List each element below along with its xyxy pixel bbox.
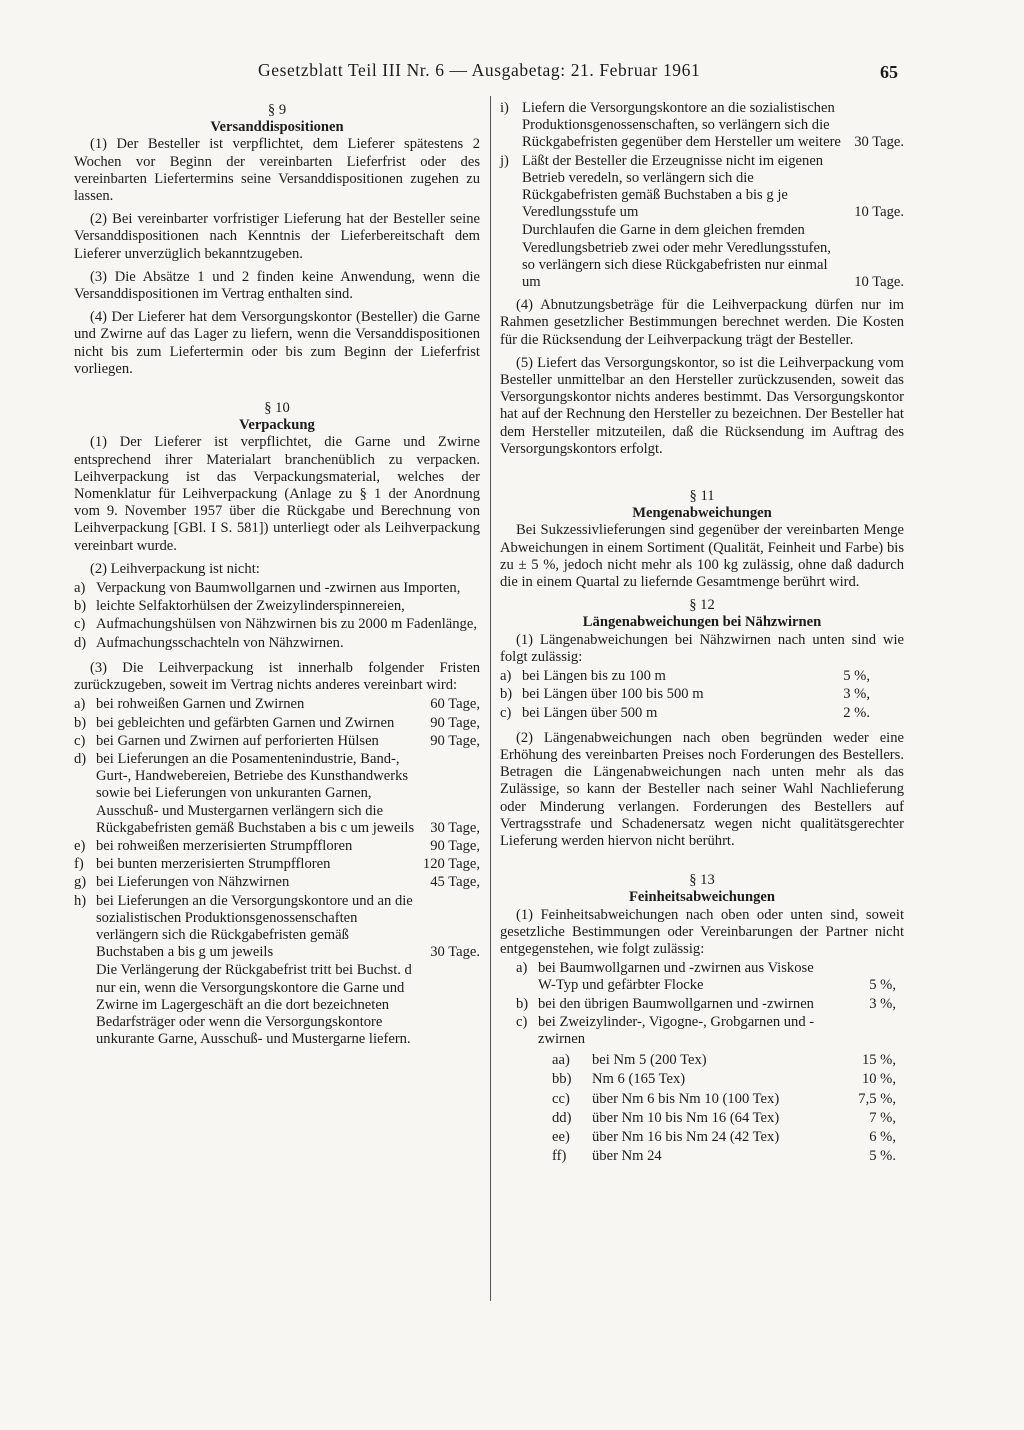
deadline-item: h) bei Lieferungen an die Versorgungskontore und an die sozialistischen Produktionsgenossenschaften verlängern sich die Rückgabefristen gemäß Buchstaben a bis g um jeweils 30 Tage. [74, 892, 480, 961]
sub-tolerance-item: aa) bei Nm 5 (200 Tex) 15 %, [552, 1052, 896, 1069]
s12-paragraph-1-intro: (1) Längenabweichungen bei Nähzwirnen nach unten sind wie folgt zulässig: [500, 631, 904, 665]
tolerance-item: c) bei Zweizylinder-, Vigogne-, Grobgarnen und -zwirnen [516, 1013, 815, 1047]
deadline-item: e) bei rohweißen merzerisierten Strumpffloren 90 Tage, [74, 837, 480, 854]
s12-paragraph-2: (2) Längenabweichungen nach oben begründen weder eine Erhöhung des vereinbarten Preises noch Forderungen des Bestellers. Betragen die Längenabweichungen nach unten mehr als das Zulässige, so kann der Besteller nach seiner Wahl Nachlieferung oder Minderung verlangen. Forderungen des Bestellers auf Vertragsstrafe und Schadenersatz wegen nicht qualitätsgerechter Lieferung werden hiervon nicht berührt. [500, 729, 904, 849]
tolerance-item: a) bei Baumwollgarnen und -zwirnen aus Viskose W-Typ und gefärbter Flocke 5 %, [516, 960, 896, 994]
list-item: c) Aufmachungshülsen von Nähzwirnen bis zu 2000 m Fadenlänge, [74, 616, 477, 633]
deadline-item: g) bei Lieferungen von Nähzwirnen 45 Tage, [74, 874, 480, 891]
s9-paragraph-3: (3) Die Absätze 1 und 2 finden keine Anwendung, wenn die Versanddispositionen im Vertrag enthalten sind. [74, 268, 480, 303]
tolerance-item: b) bei Längen über 100 bis 500 m 3 %, [500, 686, 870, 703]
s9-paragraph-2: (2) Bei vereinbarter vorfristiger Lieferung hat der Besteller seine Versanddispositionen nach Kenntnis der Lieferbereitschaft dem Lieferer unverzüglich bekanntzugeben. [74, 211, 480, 262]
deadline-item: d) bei Lieferungen an die Posamentenindustrie, Band-, Gurt-, Handwebereien, Betriebe des Kunsthandwerks sowie bei Lieferungen von unkuranten Garnen, Ausschuß- und Mustergarnen verlängern sich die Rückgabefristen gemäß Buchstaben a bis c um jeweils 30 Tage, [74, 750, 480, 836]
list-item: d) Aufmachungsschachteln von Nähzwirnen. [74, 634, 344, 651]
list-item: a) Verpackung von Baumwollgarnen und -zwirnen aus Importen, [74, 580, 461, 597]
section-11-number: § 11 [689, 488, 715, 505]
deadline-item: i) Liefern die Versorgungskontore an die sozialistischen Produktionsgenossenschaften, so verlängern sich die Rückgabefristen gegenüber dem Hersteller um weitere 30 Tage. [500, 100, 904, 151]
page-number: 65 [880, 62, 898, 82]
deadline-item: j) Läßt der Besteller die Erzeugnisse nicht im eigenen Betrieb veredeln, so verlängern sich die Rückgabefristen gemäß Buchstaben a bis g je Veredlungsstufe um 10 Tage. [500, 152, 904, 221]
sub-tolerance-item: cc) über Nm 6 bis Nm 10 (100 Tex) 7,5 %, [552, 1090, 896, 1107]
tolerance-item: a) bei Längen bis zu 100 m 5 %, [500, 668, 870, 685]
section-12-number: § 12 [689, 597, 715, 614]
deadline-item: f) bei bunten merzerisierten Strumpffloren 120 Tage, [74, 856, 480, 873]
section-13-number: § 13 [689, 872, 715, 889]
page-header [0, 56, 1024, 86]
section-10-number: § 10 [264, 400, 290, 417]
section-10-title: Verpackung [239, 417, 315, 434]
s11-paragraph-1: Bei Sukzessivlieferungen sind gegenüber der vereinbarten Menge Abweichungen in einem Sortiment (Qualität, Feinheit und Farbe) bis zu ± 5 %, jedoch nicht mehr als 100 kg zulässig, ohne daß dadurch die in einem Quartal zu liefernde Gesamtmenge berührt wird. [500, 522, 904, 591]
list-item: b) leichte Selfaktorhülsen der Zweizylinderspinnereien, [74, 598, 405, 615]
column-divider [490, 96, 491, 1301]
deadline-item: b) bei gebleichten und gefärbten Garnen und Zwirnen 90 Tage, [74, 714, 480, 731]
s10-paragraph-4: (4) Abnutzungsbeträge für die Leihverpackung dürfen nur im Rahmen gesetzlicher Bestimmungen berechnet werden. Die Kosten für die Rücksendung der Leihverpackung trägt der Besteller. [500, 297, 904, 348]
sub-tolerance-item: ff) über Nm 24 5 %. [552, 1148, 896, 1165]
sub-tolerance-item: ee) über Nm 16 bis Nm 24 (42 Tex) 6 %, [552, 1128, 896, 1145]
s10-paragraph-1: (1) Der Lieferer ist verpflichtet, die Garne und Zwirne entsprechend ihrer Materialart branchenüblich zu verpacken. Leihverpackung ist das Verpackungsmaterial, welches der Nomenklatur für Leihverpackung (Anlage zu § 1 der Anordnung vom 9. November 1957 über die Rückgabe und Berechnung von Leihverpackung [GBl. I S. 581]) unterliegt oder als Leihverpackung vereinbart wurde. [74, 434, 480, 554]
s9-paragraph-1: (1) Der Besteller ist verpflichtet, dem Lieferer spätestens 2 Wochen vor Beginn der vereinbarten Lieferfrist oder des vereinbarten Liefertermins seine Versanddispositionen zugehen zu lassen. [74, 136, 480, 205]
sub-tolerance-item: dd) über Nm 10 bis Nm 16 (64 Tex) 7 %, [552, 1109, 896, 1126]
deadline-item: a) bei rohweißen Garnen und Zwirnen 60 Tage, [74, 696, 480, 713]
section-13-title: Feinheitsabweichungen [629, 889, 775, 906]
tolerance-item: c) bei Längen über 500 m 2 %. [500, 704, 870, 721]
s9-paragraph-4: (4) Der Lieferer hat dem Versorgungskontor (Besteller) die Garne und Zwirne auf das Lager zu liefern, wenn die Versanddispositionen nicht bis zum Liefertermin oder bis zum Beginn der Lieferfrist vorliegen. [74, 309, 480, 377]
section-11-title: Mengenabweichungen [632, 505, 772, 522]
section-12-title: Längenabweichungen bei Nähzwirnen [582, 614, 822, 631]
s10-paragraph-3-intro: (3) Die Leihverpackung ist innerhalb folgender Fristen zurückzugeben, soweit im Vertrag nichts anderes vereinbart wird: [74, 659, 480, 694]
deadline-item: c) bei Garnen und Zwirnen auf perforierten Hülsen 90 Tage, [74, 732, 480, 749]
left-column [74, 100, 480, 1048]
section-9-number: § 9 [267, 102, 287, 118]
s13-paragraph-1-intro: (1) Feinheitsabweichungen nach oben oder unten sind, soweit gesetzliche Bestimmungen oder Vereinbarungen der Partner nicht entgegenstehen, wie folgt zulässig: [500, 906, 904, 957]
section-9-title: Versanddispositionen [210, 119, 344, 136]
deadline-h-note: Die Verlängerung der Rückgabefrist tritt bei Buchst. d nur ein, wenn die Versorgungskontore die Garne und Zwirne im Lagergeschäft an die dort bezeichneten Bedarfsträger oder wenn die Versorgungskontore unkurante Garne, Ausschuß- und Mustergarne liefern. [96, 962, 412, 1048]
s10-paragraph-2-intro: (2) Leihverpackung ist nicht: [90, 560, 260, 577]
right-column [500, 100, 904, 1167]
header-title: Gesetzblatt Teil III Nr. 6 — Ausgabetag: 21. Februar 1961 [258, 60, 701, 80]
s10-paragraph-5: (5) Liefert das Versorgungskontor, so ist die Leihverpackung vom Besteller unmittelbar an den Hersteller zurückzusenden, soweit das Versorgungskontor nichts anderes bestimmt. Das Versorgungskontor hat auf der Rechnung den Hersteller zu bezeichnen. Der Besteller hat dem Hersteller mitzuteilen, daß die Rücksendung im Auftrag des Versorgungskontors erfolgt. [500, 354, 904, 457]
sub-tolerance-item: bb) Nm 6 (165 Tex) 10 %, [552, 1071, 896, 1088]
tolerance-item: b) bei den übrigen Baumwollgarnen und -zwirnen 3 %, [516, 995, 896, 1012]
deadline-j-note: Durchlaufen die Garne in dem gleichen fremden Veredlungsbetrieb zwei oder mehr Veredlungsstufen, so verlängern sich diese Rückgabefristen nur einmal um 10 Tage. [522, 222, 904, 291]
